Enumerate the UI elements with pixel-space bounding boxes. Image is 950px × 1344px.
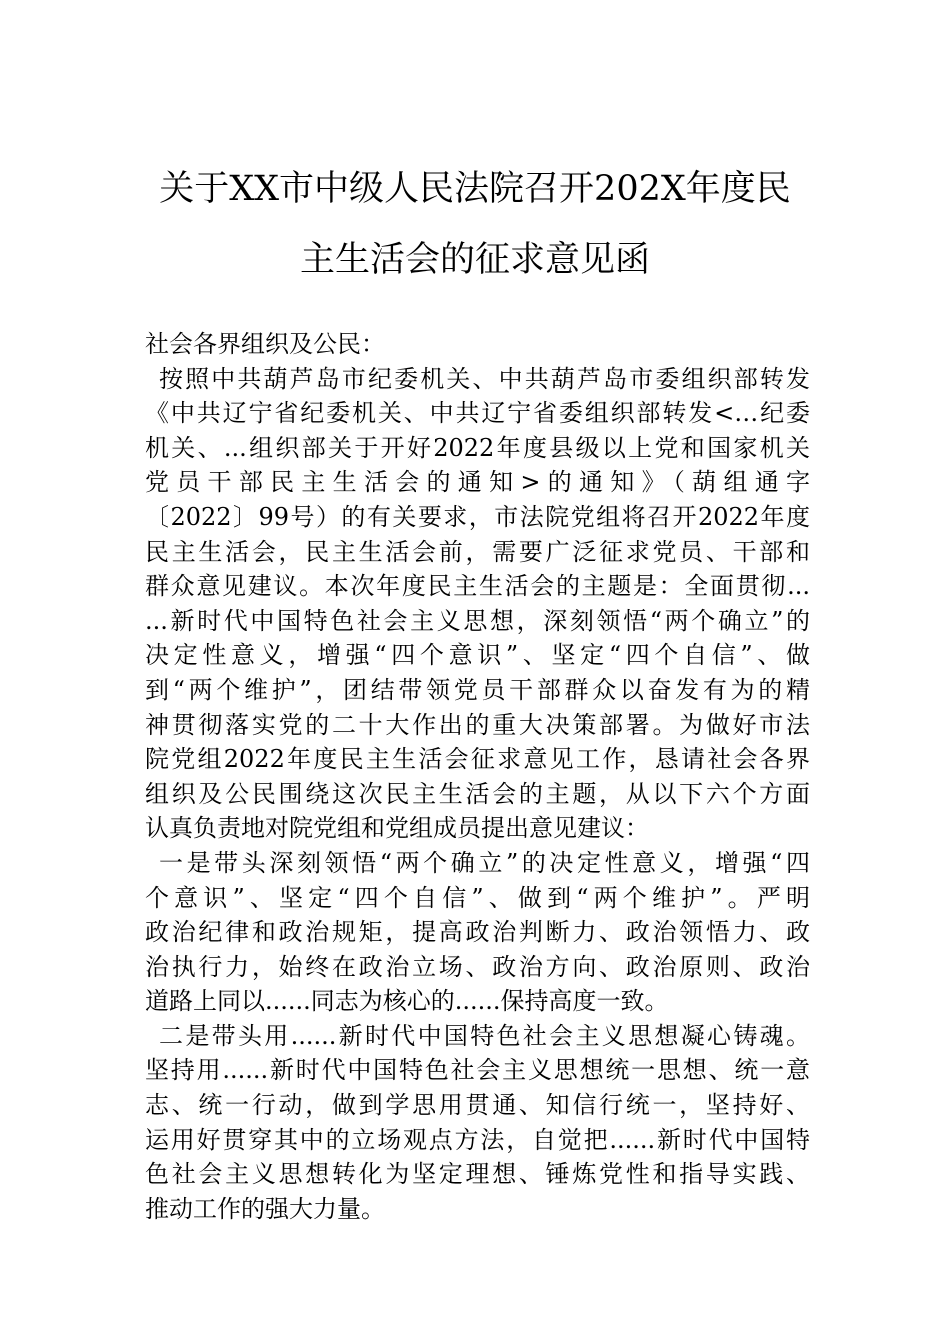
- paragraph-1-line: 〔2022〕99号）的有关要求，市法院党组将召开2022年度: [145, 502, 810, 531]
- document-body: [145, 327, 810, 1226]
- paragraph-2-line: 个意识”、坚定“四个自信”、做到“两个维护”。严明: [145, 883, 810, 912]
- paragraph-1-line: 到“两个维护”，团结带领党员干部群众以奋发有为的精: [145, 675, 810, 704]
- paragraph-2-line: 政治纪律和政治规矩，提高政治判断力、政治领悟力、政: [145, 918, 810, 947]
- paragraph-1-line: 《中共辽宁省纪委机关、中共辽宁省委组织部转发<…纪委: [145, 399, 810, 428]
- paragraph-1-line: 院党组2022年度民主生活会征求意见工作，恳请社会各界: [145, 745, 810, 774]
- paragraph-1-line: 机关、...组织部关于开好2022年度县级以上党和国家机关: [145, 433, 810, 462]
- paragraph-1-line: 民主生活会，民主生活会前，需要广泛征求党员、干部和: [145, 537, 810, 566]
- paragraph-1-line: 党员干部民主生活会的通知>的通知》（葫组通字: [145, 468, 810, 497]
- paragraph-3-line: 色社会主义思想转化为坚定理想、锤炼党性和指导实践、: [145, 1160, 810, 1189]
- document-title-line-2: 主生活会的征求意见函: [299, 240, 650, 280]
- document-title-line-1: 关于XX市中级人民法院召开202X年度民: [159, 169, 791, 209]
- paragraph-1-line: 按照中共葫芦岛市纪委机关、中共葫芦岛市委组织部转发: [159, 364, 810, 393]
- paragraph-1-line: 群众意见建议。本次年度民主生活会的主题是：全面贯彻...: [145, 572, 810, 601]
- paragraph-3-line: 志、统一行动，做到学思用贯通、知信行统一，坚持好、: [145, 1091, 810, 1120]
- salutation: 社会各界组织及公民：: [145, 330, 385, 358]
- paragraph-3-line: 二是带头用......新时代中国特色社会主义思想凝心铸魂。: [159, 1021, 810, 1050]
- paragraph-2-line: 治执行力，始终在政治立场、政治方向、政治原则、政治: [145, 952, 810, 981]
- paragraph-2-line: 一是带头深刻领悟“两个确立”的决定性意义，增强“四: [159, 848, 810, 877]
- paragraph-1-line: ...新时代中国特色社会主义思想，深刻领悟“两个确立”的: [145, 606, 810, 635]
- paragraph-3-line: 坚持用......新时代中国特色社会主义思想统一思想、统一意: [145, 1056, 810, 1085]
- paragraph-1-line: 神贯彻落实党的二十大作出的重大决策部署。为做好市法: [145, 710, 810, 739]
- paragraph-1-line: 组织及公民围绕这次民主生活会的主题，从以下六个方面: [145, 779, 810, 808]
- paragraph-3-line: 运用好贯穿其中的立场观点方法，自觉把......新时代中国特: [145, 1125, 810, 1154]
- paragraph-2-line: 道路上同以......同志为核心的......保持高度一致。: [145, 987, 669, 1016]
- paragraph-1-line: 认真负责地对院党组和党组成员提出意见建议：: [145, 814, 649, 843]
- paragraph-1-line: 决定性意义，增强“四个意识”、坚定“四个自信”、做: [145, 641, 810, 670]
- paragraph-3-line: 推动工作的强大力量。: [145, 1194, 385, 1223]
